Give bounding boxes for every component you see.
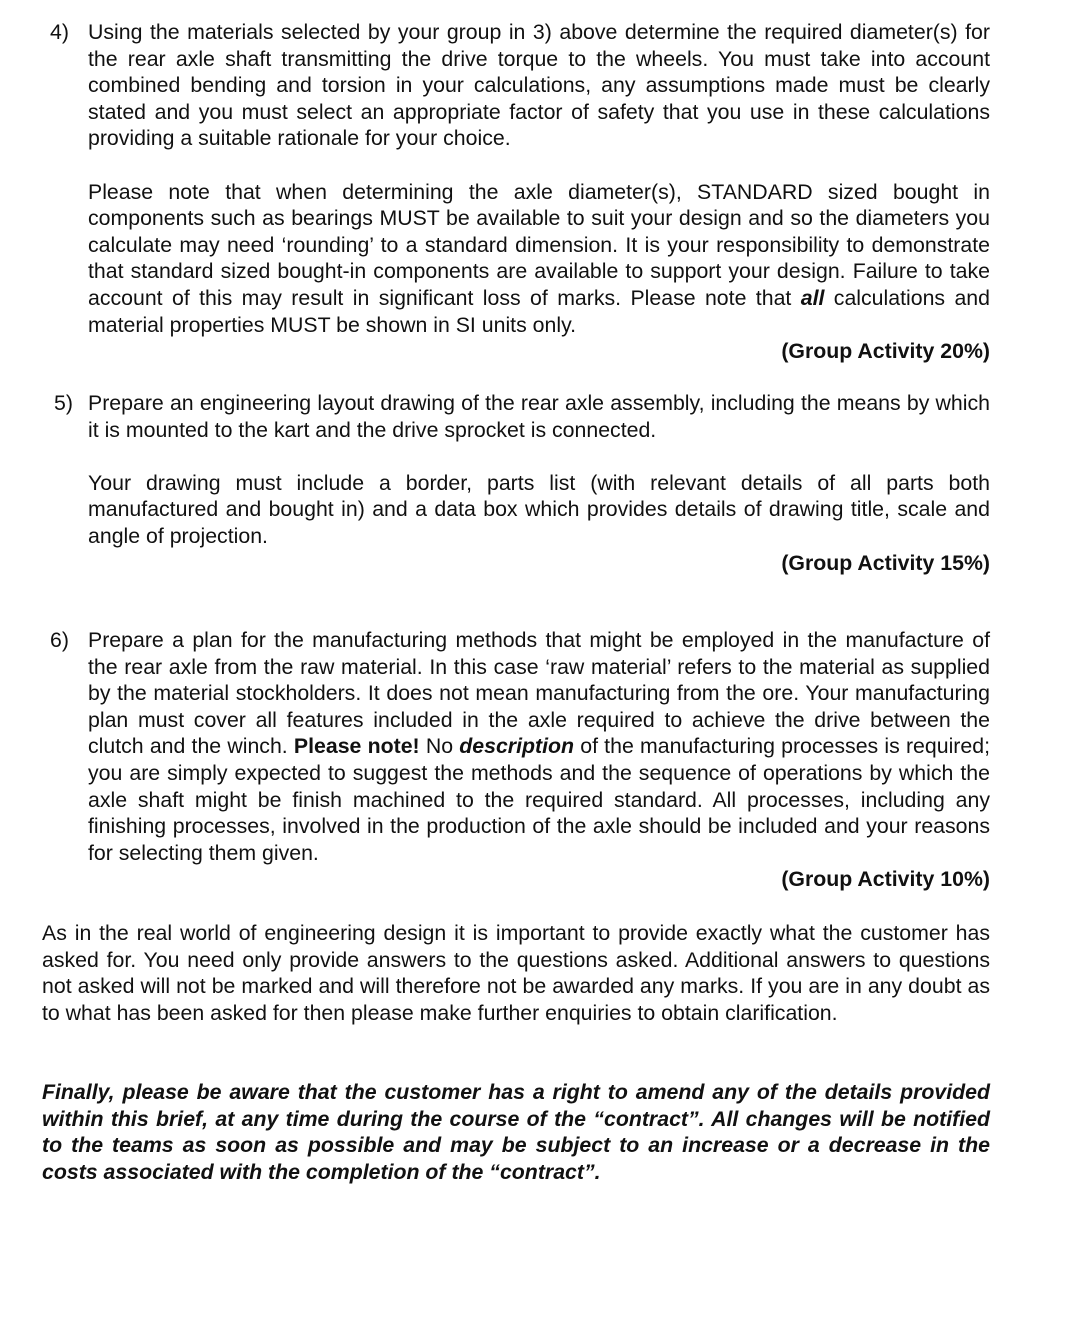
question-6-emphasis-description: description — [459, 734, 575, 759]
question-5-weighting: (Group Activity 15%) — [781, 550, 990, 575]
question-4-number: 4) — [50, 20, 69, 44]
question-6-body — [88, 627, 990, 893]
general-note: As in the real world of engineering design it is important to provide exactly what the customer has asked for. You need only provide answers to the questions asked. Additional answers to questions not asked will not be marked and will therefore not be awarded any marks. If you are in any doubt as to what has been asked for then please make further enquiries to obtain clarification. — [42, 921, 990, 1025]
question-6-paragraph — [88, 627, 990, 866]
question-4-paragraph-2-text-a: Please note that when determining the axle diameter(s), STANDARD sized bought in components such as bearings MUST be available to suit your design and so the diameters you calculate may need ‘rounding’ to a standard dimension. It is your responsibility to demonstrate that standard sized bought-in components are available to support your design. Failure to take account of this may result in significant loss of marks. Please note that — [88, 179, 990, 310]
question-5 — [42, 390, 990, 576]
question-4-paragraph-2-text-b: calculations and material properties MUST be shown in SI units only. — [88, 285, 990, 337]
final-notice: Finally, please be aware that the customer has a right to amend any of the details provided within this brief, at any time during the course of the “contract”. All changes will be notified to the teams as soon as possible and may be subject to an increase or a decrease in the costs associated with the completion of the “contract”. — [42, 1080, 990, 1184]
question-6-text-a: Prepare a plan for the manufacturing methods that might be employed in the manufacture of the rear axle from the raw material. In this case ‘raw material’ refers to the material as supplied by the material stockholders. It does not mean manufacturing from the ore. Your manufacturing plan must cover all features included in the axle required to achieve the drive between the clutch and the winch. — [88, 628, 990, 759]
question-6-number: 6) — [50, 628, 69, 652]
question-4-weighting: (Group Activity 20%) — [781, 339, 990, 364]
question-6-please-note: Please note! — [293, 734, 420, 759]
question-5-paragraph-2: Your drawing must include a border, parts list (with relevant details of all parts both manufactured and bought in) and a data box which provides details of drawing title, scale and angle of projection. — [88, 470, 990, 548]
question-5-number: 5) — [54, 391, 73, 415]
question-6-weighting: (Group Activity 10%) — [781, 867, 990, 892]
question-6 — [42, 627, 990, 893]
question-4-emphasis-all: all — [800, 285, 825, 310]
question-5-body — [88, 390, 990, 576]
question-4-paragraph-2 — [88, 179, 990, 339]
question-5-paragraph-1: Prepare an engineering layout drawing of the rear axle assembly, including the means by which it is mounted to the kart and the drive sprocket is connected. — [88, 391, 990, 442]
question-4 — [42, 19, 990, 365]
question-4-paragraph-1: Using the materials selected by your group in 3) above determine the required diameter(s) for the rear axle shaft transmitting the drive torque to the wheels. You must take into account combined bending and torsion in your calculations, any assumptions made must be clearly stated and you must select an appropriate factor of safety that you use in these calculations providing a suitable rationale for your choice. — [88, 20, 990, 151]
question-6-text-c: of the manufacturing processes is required; you are simply expected to suggest the methods and the sequence of operations by which the axle shaft might be finish machined to the required standard. All processes, including any finishing processes, involved in the production of the axle should be included and your reasons for selecting them given. — [88, 734, 990, 865]
question-6-text-b: No — [419, 734, 460, 759]
question-4-body — [88, 19, 990, 365]
